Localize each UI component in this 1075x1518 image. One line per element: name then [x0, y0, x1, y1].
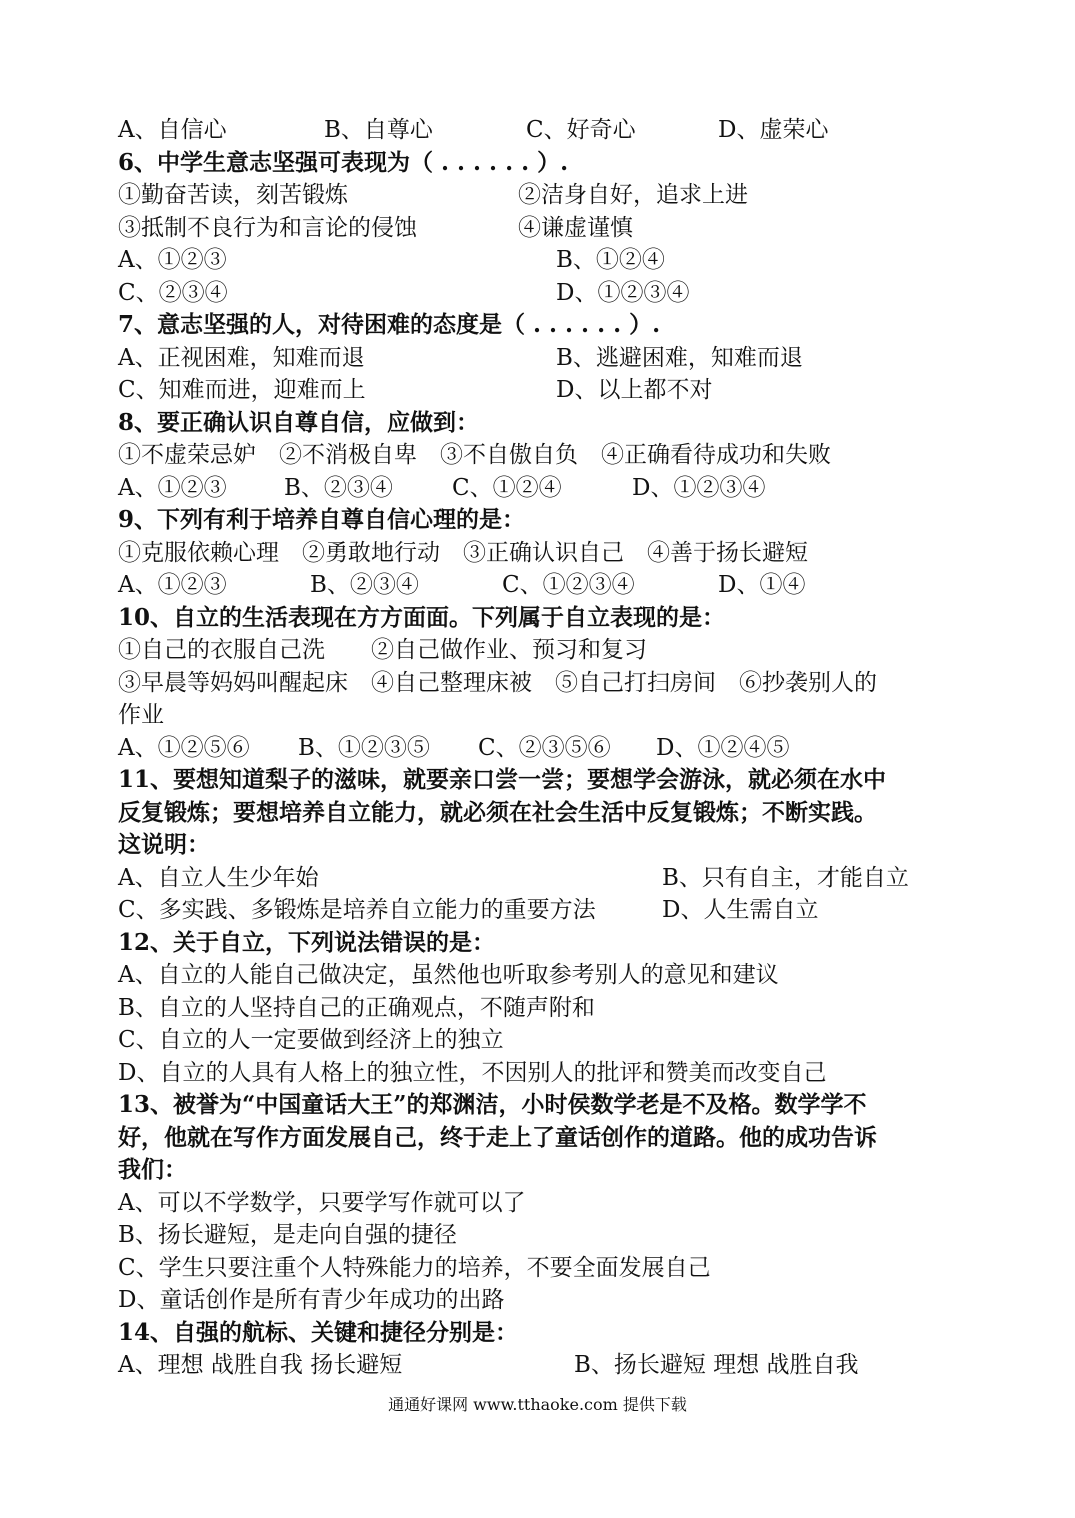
option-row	[118, 244, 978, 277]
statement-list: ①克服依赖心理 ②勇敢地行动 ③正确认识自己 ④善于扬长避短	[118, 539, 808, 566]
option-a: A、正视困难，知难而退	[118, 344, 365, 371]
option-d: D、以上都不对	[556, 377, 713, 403]
statement-row	[118, 212, 978, 245]
statement-2: ②洁身自好，追求上进	[518, 182, 748, 208]
option-c: C、多实践、多锻炼是培养自立能力的重要方法	[118, 897, 596, 923]
option-row	[118, 1349, 978, 1382]
footer-source: 通通好课网 www.tthaoke.com 提供下载	[388, 1395, 687, 1414]
option-d: D、自立的人具有人格上的独立性，不因别人的批评和赞美而改变自己	[118, 1059, 827, 1086]
statement-list: ③早晨等妈妈叫醒起床 ④自己整理床被 ⑤自己打扫房间 ⑥抄袭别人的	[118, 669, 877, 696]
option-row	[118, 472, 978, 505]
option-a: A、①②③	[118, 247, 227, 273]
question-8: 8、要正确认识自尊自信，应做到：	[118, 408, 480, 436]
statement-row	[118, 179, 978, 212]
option-row	[118, 732, 978, 765]
option-c: C、②③④	[118, 279, 228, 306]
option-a: A、自信心	[118, 117, 227, 143]
option-a: A、可以不学数学，只要学写作就可以了	[118, 1189, 526, 1216]
option-a: A、自立的人能自己做决定，虽然他也听取参考别人的意见和建议	[118, 962, 779, 988]
statement-4: ④谦虚谨慎	[518, 214, 633, 241]
option-row	[118, 894, 978, 927]
statement-list: ①不虚荣忌妒 ②不消极自卑 ③不自傲自负 ④正确看待成功和失败	[118, 442, 831, 468]
option-row	[118, 374, 978, 407]
question-9: 9、下列有利于培养自尊自信心理的是：	[118, 506, 526, 533]
option-b: B、自立的人坚持自己的正确观点，不随声附和	[118, 994, 595, 1021]
question-11-cont: 这说明：	[118, 831, 210, 858]
question-11: 11、要想知道梨子的滋味，就要亲口尝一尝；要想学会游泳，就必须在水中	[118, 766, 887, 793]
option-b: B、①②③⑤	[298, 734, 430, 761]
option-b: B、逃避困难，知难而退	[556, 344, 803, 371]
option-b: B、②③④	[310, 572, 419, 598]
statement-3: ③抵制不良行为和言论的侵蚀	[118, 214, 417, 241]
question-7: 7、意志坚强的人，对待困难的态度是（ . . . . . . ）.	[118, 311, 661, 338]
option-b: B、①②④	[556, 247, 665, 273]
option-b: B、扬长避短，是走向自强的捷径	[118, 1222, 457, 1248]
option-d: D、虚荣心	[718, 117, 829, 143]
option-b: B、②③④	[284, 474, 393, 501]
option-b: B、扬长避短 理想 战胜自我	[574, 1352, 859, 1378]
option-d: D、童话创作是所有青少年成功的出路	[118, 1287, 505, 1313]
option-c: C、①②④	[452, 474, 562, 501]
option-d: D、①②③④	[556, 279, 690, 306]
option-row	[118, 862, 978, 895]
option-row	[118, 114, 978, 147]
question-10: 10、自立的生活表现在方方面面。下列属于自立表现的是：	[118, 603, 726, 631]
option-row	[118, 342, 978, 375]
option-b: B、自尊心	[324, 117, 433, 143]
option-d: D、①④	[718, 572, 806, 598]
option-d: D、①②④⑤	[656, 734, 790, 761]
option-a: A、①②③	[118, 474, 227, 501]
option-a: A、①②③	[118, 572, 227, 598]
question-13-cont: 好，他就在写作方面发展自己，终于走上了童话创作的道路。他的成功告诉	[118, 1123, 877, 1151]
exam-page	[118, 114, 978, 1382]
option-a: A、自立人生少年始	[118, 864, 319, 891]
statement-list: ①自己的衣服自己洗 ②自己做作业、预习和复习	[118, 637, 647, 663]
option-row	[118, 569, 978, 602]
question-13-cont: 我们：	[118, 1156, 187, 1183]
question-14: 14、自强的航标、关键和捷径分别是：	[118, 1318, 519, 1346]
statement-1: ①勤奋苦读，刻苦锻炼	[118, 182, 348, 208]
option-a: A、①②⑤⑥	[118, 734, 250, 761]
question-11-cont: 反复锻炼；要想培养自立能力，就必须在社会生活中反复锻炼；不断实践。	[118, 798, 877, 826]
option-c: C、①②③④	[502, 572, 635, 598]
question-12: 12、关于自立，下列说法错误的是：	[118, 928, 496, 956]
option-d: D、人生需自立	[662, 897, 819, 923]
option-a: A、理想 战胜自我 扬长避短	[118, 1352, 403, 1378]
option-c: C、知难而进，迎难而上	[118, 377, 366, 403]
statement-list-cont: 作业	[118, 702, 164, 728]
option-b: B、只有自主，才能自立	[662, 864, 909, 891]
question-6: 6、中学生意志坚强可表现为（ . . . . . . ）.	[118, 148, 569, 176]
option-c: C、②③⑤⑥	[478, 734, 611, 761]
option-c: C、自立的人一定要做到经济上的独立	[118, 1027, 504, 1053]
option-c: C、好奇心	[526, 117, 636, 143]
question-13: 13、被誉为“中国童话大王”的郑渊洁，小时侯数学老是不及格。数学学不	[118, 1091, 867, 1118]
option-c: C、学生只要注重个人特殊能力的培养，不要全面发展自己	[118, 1254, 711, 1281]
option-d: D、①②③④	[632, 474, 766, 501]
option-row	[118, 277, 978, 310]
